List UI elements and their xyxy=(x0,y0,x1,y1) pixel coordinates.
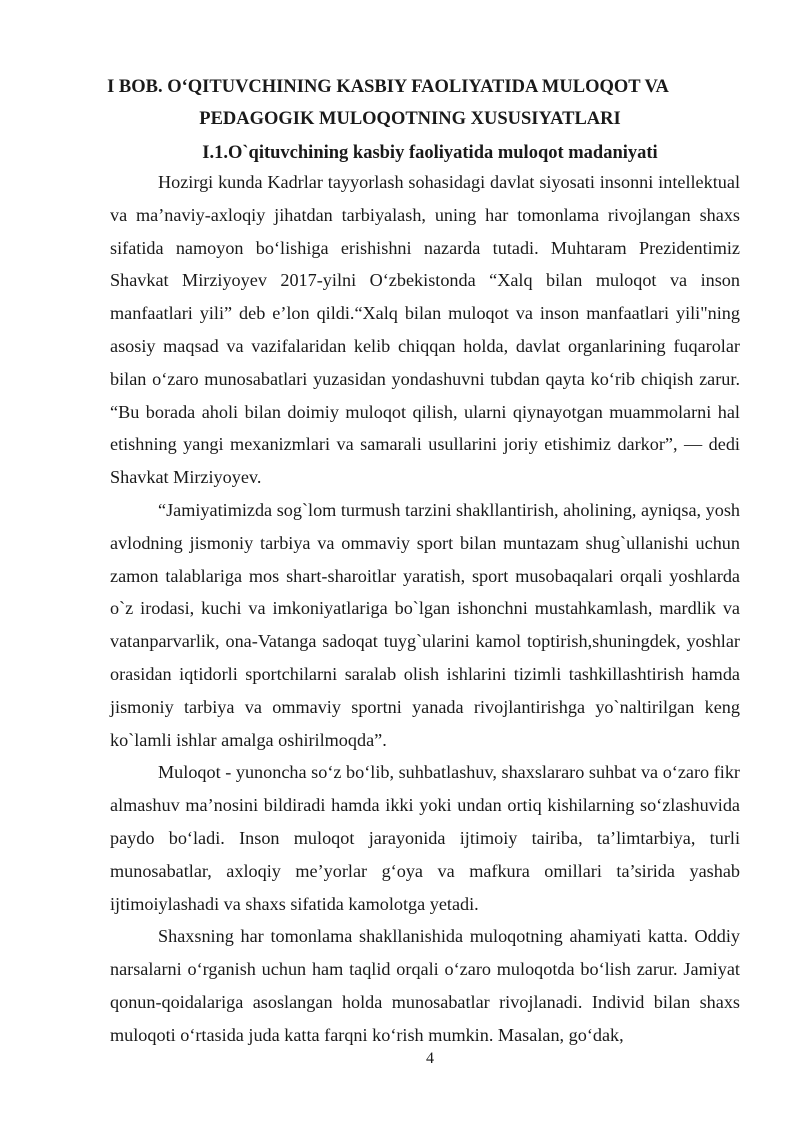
paragraph: Hozirgi kunda Kadrlar tayyorlash sohasidagi davlat siyosati insonni intellektual va ma’naviy-axloqiy jihatdan tarbiyalash, uning har tomonlama rivojlangan shaxs sifatida namoyon bo‘lishiga erishishni nazarda tutadi. Muhtaram Prezidentimiz Shavkat Mirziyoyev 2017-yilni O‘zbekistonda “Xalq bilan muloqot va inson manfaatlari yili” deb e’lon qildi.“Xalq bilan muloqot va inson manfaatlari yili"ning asosiy maqsad va vazifalaridan kelib chiqqan holda, davlat organlarining fuqarolar bilan o‘zaro munosabatlari yuzasidan yondashuvni tubdan qayta ko‘rib chiqish zarur. “Bu borada aholi bilan doimiy muloqot qilish, ularni qiynayotgan muammolarni hal etishning yangi mexanizmlari va samarali usullarini joriy etishimiz darkor”, — dedi Shavkat Mirziyoyev. xyxy=(110,172,740,488)
paragraph: Shaxsning har tomonlama shakllanishida muloqotning ahamiyati katta. Oddiy narsalarni o‘rganish uchun ham taqlid orqali o‘zaro muloqotda bo‘lish zarur. Jamiyat qonun-qoidalariga asoslangan holda munosabatlar rivojlanadi. Individ bilan shaxs muloqoti o‘rtasida juda katta farqni ko‘rish mumkin. Masalan, go‘dak, xyxy=(110,926,740,1045)
body-text xyxy=(110,166,740,1052)
chapter-title-line1: I BOB. O‘QITUVCHINING KASBIY FAOLIYATIDA MULOQOT VA xyxy=(107,77,669,97)
paragraph: “Jamiyatimizda sog`lom turmush tarzini shakllantirish, aholining, ayniqsa, yosh avlodning jismoniy tarbiya va ommaviy sport bilan muntazam shug`ullanishi uchun zamon talablariga mos shart-sharoitlar yaratish, sport musobaqalari orqali yoshlarda o`z irodasi, kuchi va imkoniyatlariga bo`lgan ishonchni mustahkamlash, mardlik va vatanparvarlik, ona-Vatanga sadoqat tuyg`ularini kamol toptirish,shuningdek, yoshlar orasidan iqtidorli sportchilarni saralab olish ishlarini tizimli tashkillashtirish hamda jismoniy tarbiya va ommaviy sportni yanada rivojlantirishga yo`naltirilgan keng ko`lamli ishlar amalga oshirilmoqda”. xyxy=(110,499,740,750)
chapter-title-line2: PEDAGOGIK MULOQOTNING XUSUSIYATLARI xyxy=(199,109,621,129)
paragraph: Muloqot - yunoncha so‘z bo‘lib, suhbatlashuv, shaxslararo suhbat va o‘zaro fikr almashuv ma’nosini bildiradi hamda ikki yoki undan ortiq kishilarning so‘zlashuvida paydo bo‘ladi. Inson muloqot jarayonida ijtimoiy tairiba, ta’limtarbiya, turli munosabatlar, axloqiy me’yorlar g‘oya va mafkura omillari ta’sirida yashab ijtimoiylashadi va shaxs sifatida kamolotga yetadi. xyxy=(110,762,740,914)
page-number: 4 xyxy=(426,1050,434,1067)
section-title: I.1.O`qituvchining kasbiy faoliyatida muloqot madaniyati xyxy=(202,143,658,163)
